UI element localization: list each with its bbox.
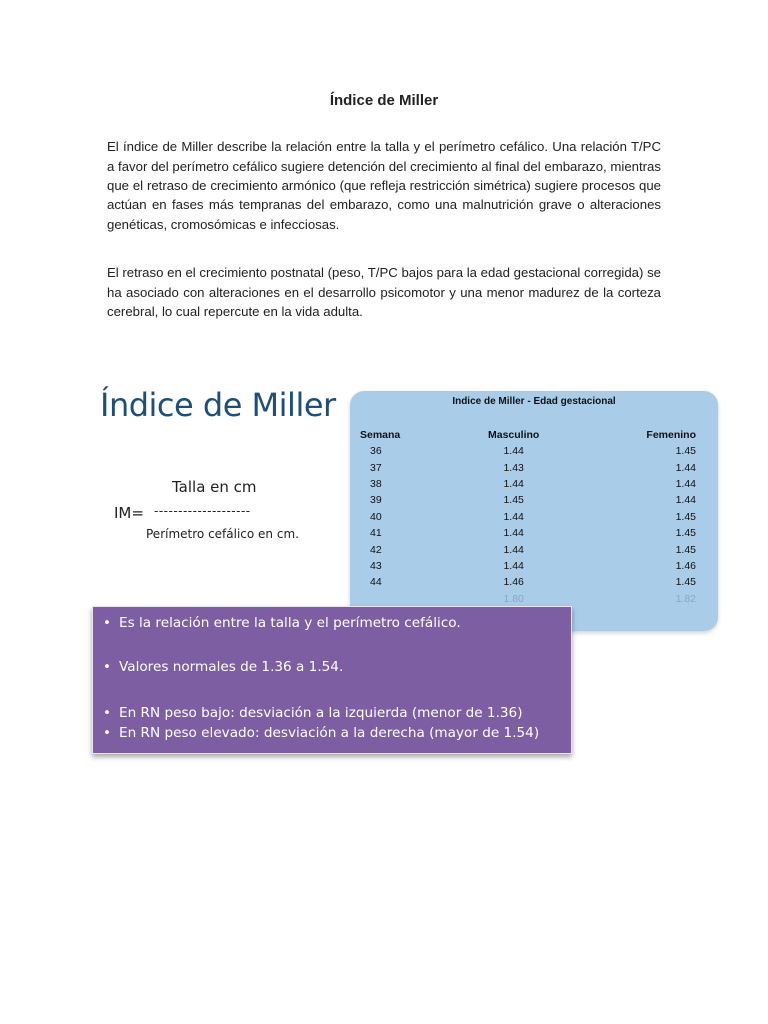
cell-femenino: 1.46: [675, 559, 696, 572]
cell-semana: 38: [370, 477, 382, 490]
cell-masculino: 1.80: [503, 592, 524, 605]
bullet-text: En RN peso elevado: desviación a la derecha (mayor de 1.54): [119, 725, 540, 741]
bullet-item: [103, 659, 343, 675]
bullet-dot-icon: •: [103, 725, 112, 741]
cell-masculino: 1.46: [503, 576, 524, 589]
cell-masculino: 1.43: [503, 461, 524, 474]
cell-semana: 36: [370, 445, 382, 458]
table-row: [356, 558, 696, 574]
table-row: [356, 525, 696, 541]
cell-femenino: 1.45: [675, 510, 696, 523]
cell-semana: 43: [370, 559, 382, 572]
table-row: [356, 509, 696, 525]
bullet-item: [103, 725, 539, 741]
bullets-box: [92, 606, 572, 754]
cell-femenino: 1.45: [675, 576, 696, 589]
document-title: Índice de Miller: [329, 92, 439, 109]
cell-semana: 40: [370, 510, 382, 523]
cell-masculino: 1.44: [503, 527, 524, 540]
table-row: [356, 459, 696, 475]
cell-femenino: 1.45: [675, 543, 696, 556]
bullet-text: Es la relación entre la talla y el perímetro cefálico.: [119, 615, 461, 631]
header-masculino: Masculino: [488, 429, 540, 441]
cell-masculino: 1.44: [503, 510, 524, 523]
table-row-partial: [356, 591, 696, 607]
bullet-text: En RN peso bajo: desviación a la izquierda (menor de 1.36): [119, 705, 523, 721]
cell-femenino: 1.44: [675, 494, 696, 507]
bullet-dot-icon: •: [103, 705, 112, 721]
gestational-age-table: [356, 427, 696, 607]
slide-image: [92, 366, 696, 756]
table-row: [356, 492, 696, 508]
table-row: [356, 443, 696, 459]
table-header-row: [356, 427, 696, 443]
cell-femenino: 1.44: [675, 461, 696, 474]
cell-femenino: 1.82: [675, 592, 696, 605]
bullet-item: [103, 615, 461, 631]
table-row: [356, 476, 696, 492]
bullet-item: [103, 705, 523, 721]
table-title: Indice de Miller - Edad gestacional: [452, 396, 616, 407]
cell-semana: [356, 591, 428, 607]
bullet-dot-icon: •: [103, 615, 112, 631]
cell-masculino: 1.45: [503, 494, 524, 507]
gestational-age-table-panel: [350, 391, 718, 631]
formula-lhs: IM=: [114, 504, 144, 522]
header-femenino: Femenino: [646, 429, 696, 441]
cell-semana: 42: [370, 543, 382, 556]
paragraph-1: El índice de Miller describe la relación entre la talla y el perímetro cefálico. Una relación T/PC a favor del perímetro cefálico sugiere detención del crecimiento al final del embarazo, mientras que el retraso de crecimiento armónico (que refleja restricción simétrica) sugiere procesos que actúan en fases más tempranas del embarazo, como una malnutrición grave o alteraciones genéticas, cromosómicas e infecciosas.: [107, 139, 661, 232]
cell-semana: 39: [370, 494, 382, 507]
bullet-text: Valores normales de 1.36 a 1.54.: [119, 659, 344, 675]
bullet-dot-icon: •: [103, 659, 112, 675]
cell-semana: 41: [370, 527, 382, 540]
cell-femenino: 1.45: [675, 445, 696, 458]
header-semana: Semana: [360, 429, 401, 441]
cell-semana: 37: [370, 461, 382, 474]
cell-masculino: 1.44: [503, 559, 524, 572]
cell-masculino: 1.44: [503, 477, 524, 490]
table-row: [356, 541, 696, 557]
cell-masculino: 1.44: [503, 445, 524, 458]
formula-numerator: Talla en cm: [172, 478, 257, 496]
cell-femenino: 1.44: [675, 477, 696, 490]
paragraph-2: El retraso en el crecimiento postnatal (peso, T/PC bajos para la edad gestacional corregida) se ha asociado con alteraciones en el desarrollo psicomotor y una menor madurez de la corteza cerebral, lo cual repercute en la vida adulta.: [107, 265, 661, 319]
cell-semana: 44: [370, 576, 382, 589]
formula-fraction-line: --------------------: [154, 504, 251, 518]
cell-femenino: 1.45: [675, 527, 696, 540]
table-row: [356, 574, 696, 590]
formula-denominator: Perímetro cefálico en cm.: [146, 527, 299, 541]
slide-title: Índice de Miller: [100, 386, 336, 424]
cell-masculino: 1.44: [503, 543, 524, 556]
